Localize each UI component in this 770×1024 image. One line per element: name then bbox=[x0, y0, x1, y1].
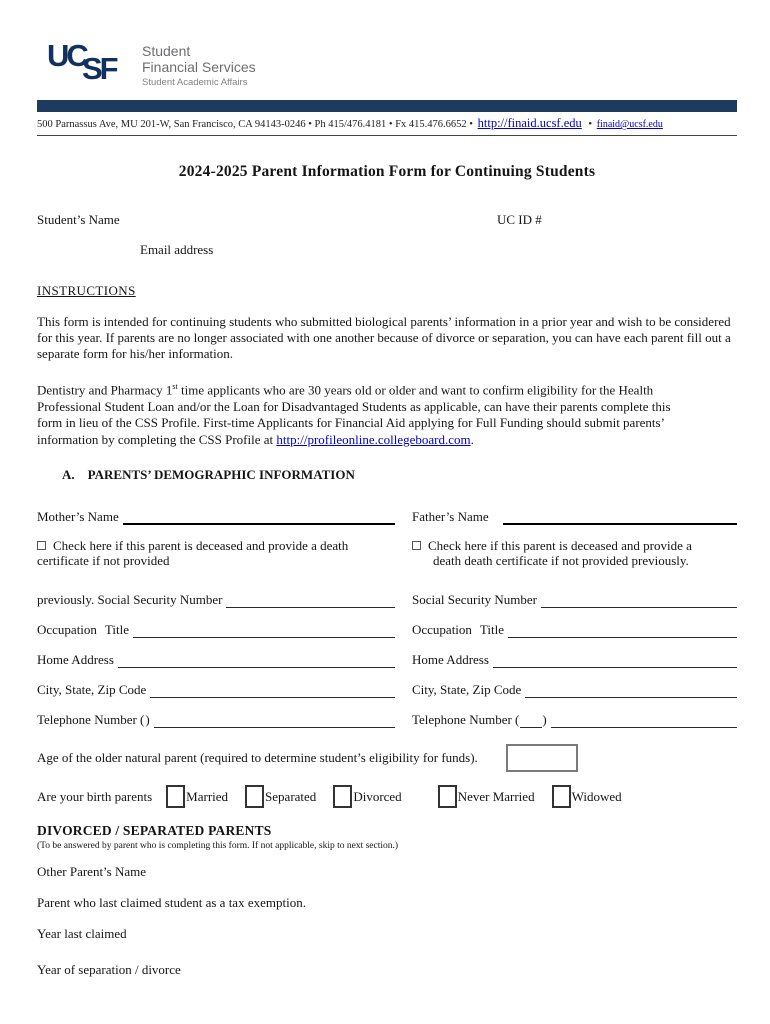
father-name-field[interactable] bbox=[503, 512, 737, 525]
father-ssn-label: Social Security Number bbox=[412, 592, 537, 608]
para2-text-mid: time applicants who are 30 years old or older and want to confirm eligibility for the Health Professional Student Loan and/or the Loan for Disadvantaged Students as applicable, can have their parents complete this form in lieu of the CSS Profile. First-time Applicants for Financial Aid applying for Full Funding should submit parents’ information by completing the CSS Profile at bbox=[37, 382, 671, 447]
letterhead bbox=[47, 38, 737, 96]
other-parent-row bbox=[37, 864, 737, 880]
father-occupation-label: Occupation bbox=[412, 622, 472, 638]
ucsf-logo-uc: UC bbox=[47, 38, 86, 73]
father-home-address-label: Home Address bbox=[412, 652, 489, 668]
mother-deceased-line1: Check here if this parent is deceased and provide a death bbox=[53, 538, 349, 554]
widowed-label: Widowed bbox=[571, 788, 622, 804]
father-home-address-field[interactable] bbox=[493, 655, 737, 668]
instructions-paragraph-1: This form is intended for continuing students who submitted biological parents’ information in a prior year and wish to be considered for this year. If parents are no longer associated with one another because of divorce or separation, you can have each parent fill out a separate form for his/her information. bbox=[37, 314, 731, 361]
tax-exemption-label: Parent who last claimed student as a tax exemption. bbox=[37, 895, 306, 911]
mother-phone-label: Telephone Number ( bbox=[37, 712, 145, 728]
father-title-field[interactable] bbox=[508, 625, 737, 638]
dept-line-1: Student bbox=[142, 43, 191, 59]
father-phone-paren: ) bbox=[542, 712, 547, 728]
father-ssn-field[interactable] bbox=[541, 595, 737, 608]
father-area-code-field[interactable] bbox=[520, 715, 542, 728]
father-column bbox=[412, 506, 737, 739]
mother-title-field[interactable] bbox=[133, 625, 395, 638]
father-title-label: Title bbox=[479, 622, 505, 638]
mother-occupation-label: Occupation bbox=[37, 622, 97, 638]
dept-line-3: Student Academic Affairs bbox=[142, 77, 248, 88]
ucsf-logo-sf: SF bbox=[82, 51, 116, 86]
marital-prompt: Are your birth parents bbox=[37, 788, 153, 804]
ucsf-logo bbox=[47, 38, 127, 94]
header-divider-bar bbox=[37, 100, 737, 112]
year-last-claimed-label: Year last claimed bbox=[37, 926, 127, 942]
never-married-checkbox[interactable] bbox=[438, 785, 457, 808]
never-married-label: Never Married bbox=[457, 788, 535, 804]
bullet-separator: • bbox=[588, 119, 593, 130]
mother-name-field[interactable] bbox=[123, 512, 395, 525]
father-name-label: Father’s Name bbox=[412, 509, 489, 525]
mother-column bbox=[37, 506, 395, 739]
father-city-state-zip-label: City, State, Zip Code bbox=[412, 682, 522, 698]
father-phone-field[interactable] bbox=[551, 715, 737, 728]
email-label: Email address bbox=[140, 242, 214, 257]
mother-deceased-line2: certificate if not provided bbox=[37, 553, 170, 569]
tax-exemption-row bbox=[37, 895, 737, 911]
mother-city-state-zip-label: City, State, Zip Code bbox=[37, 682, 147, 698]
separated-checkbox[interactable] bbox=[245, 785, 264, 808]
parents-columns bbox=[37, 506, 737, 739]
father-phone-label: Telephone Number ( bbox=[412, 712, 520, 728]
form-title: 2024-2025 Parent Information Form for Continuing Students bbox=[178, 163, 596, 180]
uc-id-label: UC ID # bbox=[497, 212, 542, 227]
para2-superscript: st bbox=[172, 382, 178, 391]
mother-city-state-zip-field[interactable] bbox=[150, 685, 395, 698]
contact-address-line bbox=[37, 116, 737, 136]
age-question-row bbox=[37, 744, 737, 772]
married-label: Married bbox=[186, 788, 229, 804]
student-name-label: Student’s Name bbox=[37, 212, 120, 227]
mother-name-label: Mother’s Name bbox=[37, 509, 119, 525]
section-a-heading bbox=[37, 467, 737, 483]
father-deceased-line1: Check here if this parent is deceased and provide a bbox=[428, 538, 692, 554]
divorced-label: Divorced bbox=[353, 788, 402, 804]
mother-home-address-field[interactable] bbox=[118, 655, 395, 668]
para2-text-end: . bbox=[470, 431, 474, 447]
mother-deceased-checkbox[interactable] bbox=[37, 541, 46, 550]
year-of-separation-row bbox=[37, 962, 737, 978]
mother-title-label: Title bbox=[104, 622, 130, 638]
year-of-separation-label: Year of separation / divorce bbox=[37, 962, 181, 978]
marital-status-row bbox=[37, 785, 737, 808]
email-row bbox=[140, 242, 518, 258]
age-question-label: Age of the older natural parent (required to determine student’s eligibility for funds). bbox=[37, 750, 478, 766]
father-deceased-line2: death death certificate if not provided previously. bbox=[433, 553, 689, 569]
divorced-checkbox[interactable] bbox=[333, 785, 352, 808]
father-deceased-note bbox=[412, 538, 737, 576]
father-city-state-zip-field[interactable] bbox=[525, 685, 737, 698]
section-a-index: A. bbox=[62, 467, 75, 483]
father-deceased-checkbox[interactable] bbox=[412, 541, 421, 550]
section-a-title: PARENTS’ DEMOGRAPHIC INFORMATION bbox=[87, 467, 355, 483]
department-name bbox=[142, 38, 256, 88]
instructions-paragraph-2 bbox=[37, 379, 697, 448]
dept-line-2: Financial Services bbox=[142, 59, 256, 75]
instructions-heading: INSTRUCTIONS bbox=[37, 283, 136, 298]
age-input-box[interactable] bbox=[506, 744, 578, 772]
other-parent-label: Other Parent’s Name bbox=[37, 864, 147, 880]
mother-deceased-note bbox=[37, 538, 395, 576]
widowed-checkbox[interactable] bbox=[552, 785, 571, 808]
divorced-section-note: (To be answered by parent who is completing this form. If not applicable, skip to next section.) bbox=[37, 841, 399, 852]
student-id-row bbox=[37, 212, 737, 228]
year-last-claimed-row bbox=[37, 926, 737, 942]
css-profile-link[interactable]: http://profileonline.collegeboard.com bbox=[276, 431, 471, 447]
mother-ssn-field[interactable] bbox=[226, 595, 395, 608]
mother-phone-paren: ) bbox=[145, 712, 150, 728]
finaid-email-link[interactable]: finaid@ucsf.edu bbox=[596, 119, 663, 130]
mother-home-address-label: Home Address bbox=[37, 652, 114, 668]
separated-label: Separated bbox=[265, 788, 317, 804]
para2-text-pre: Dentistry and Pharmacy 1 bbox=[37, 382, 173, 398]
address-text: 500 Parnassus Ave, MU 201-W, San Francisco, CA 94143-0246 • Ph 415/476.4181 • Fx 415.476.6652 • bbox=[37, 119, 473, 130]
finaid-website-link[interactable]: http://finaid.ucsf.edu bbox=[477, 116, 582, 130]
mother-ssn-label: previously. Social Security Number bbox=[37, 592, 223, 608]
married-checkbox[interactable] bbox=[166, 785, 185, 808]
mother-phone-field[interactable] bbox=[154, 715, 395, 728]
divorced-section-heading: DIVORCED / SEPARATED PARENTS bbox=[37, 823, 272, 839]
